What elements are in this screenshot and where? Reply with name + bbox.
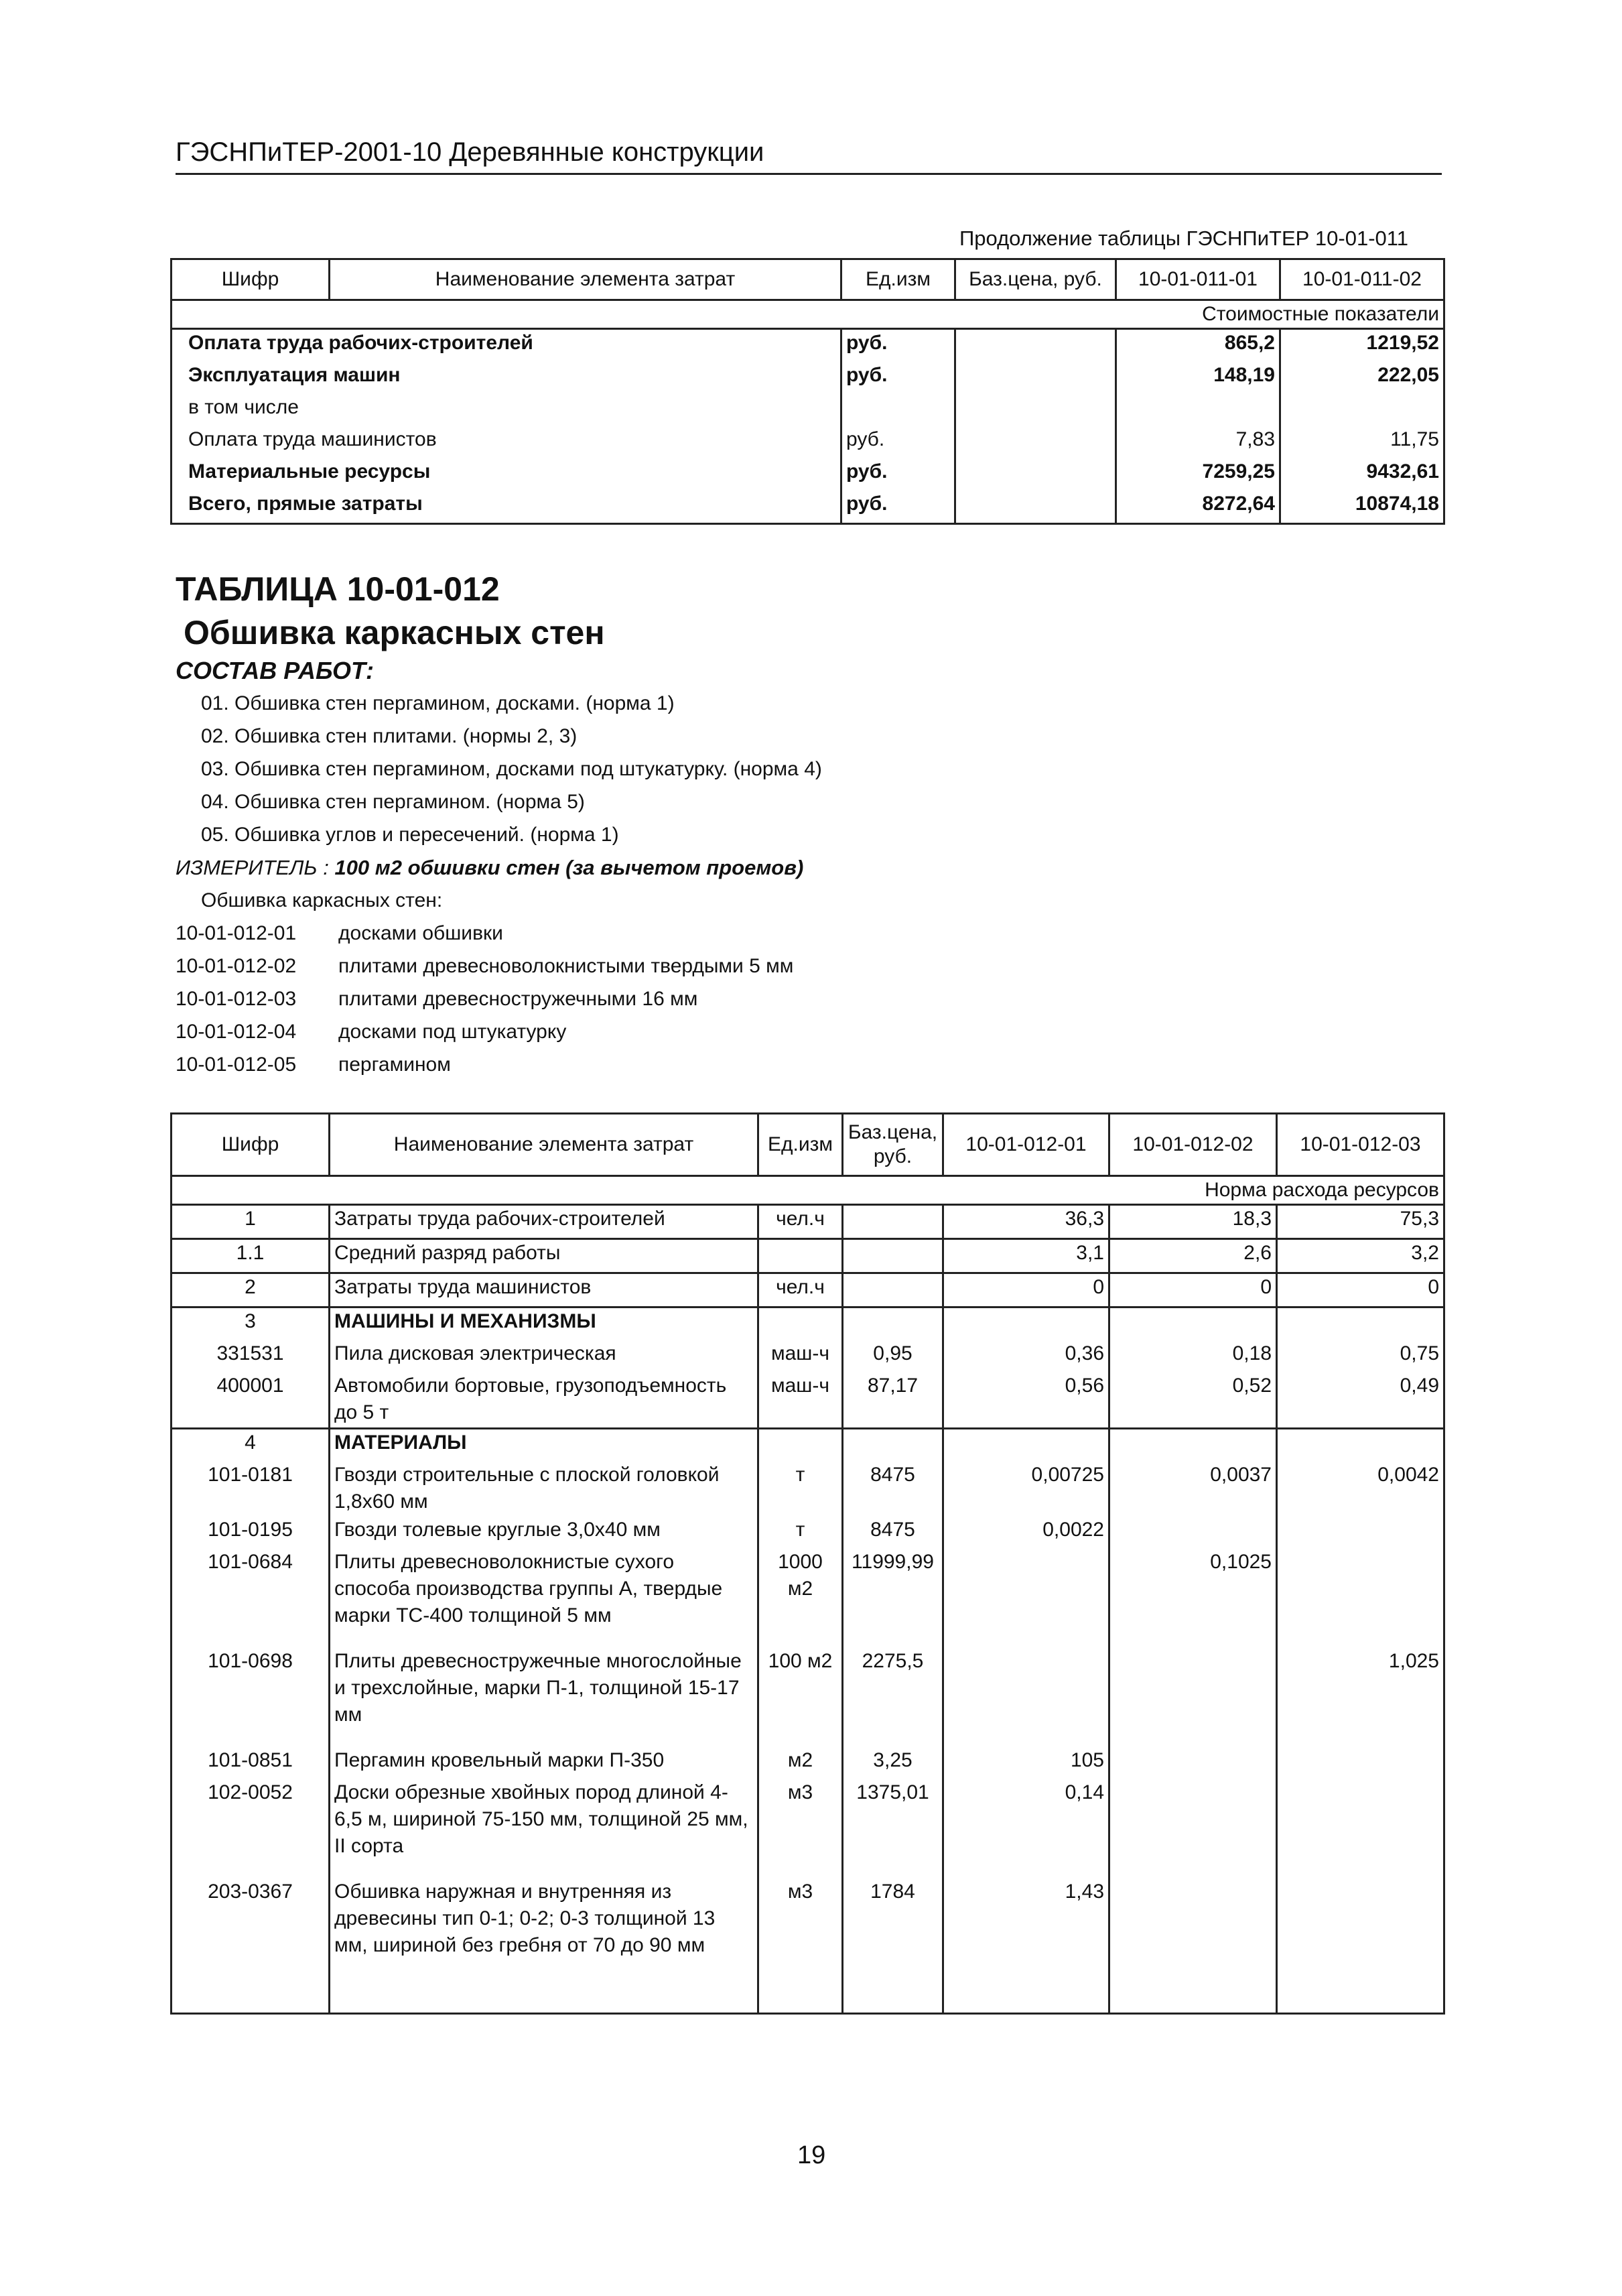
resource-name: МАТЕРИАЛЫ (330, 1429, 758, 1462)
unit-cell (841, 394, 955, 426)
table-row (172, 1462, 1444, 1517)
price-cell (955, 329, 1116, 363)
value-cell (943, 1549, 1109, 1648)
work-item: 05. Обшивка углов и пересечений. (норма 1) (201, 824, 619, 846)
table-header-row (172, 1114, 1444, 1176)
value-cell: 0,0037 (1109, 1462, 1277, 1517)
value-cell (1109, 1648, 1277, 1747)
unit-cell: чел.ч (758, 1273, 843, 1308)
price-cell: 8475 (843, 1462, 943, 1517)
work-item: 02. Обшивка стен плитами. (нормы 2, 3) (201, 725, 578, 747)
code-cell: 203-0367 (172, 1878, 330, 1979)
empty-cell (330, 1979, 758, 2014)
code-cell: 1.1 (172, 1239, 330, 1273)
value-cell (1277, 1549, 1444, 1648)
value-cell: 148,19 (1116, 362, 1280, 394)
work-item: 04. Обшивка стен пергамином. (норма 5) (201, 791, 585, 813)
value-cell: 1219,52 (1280, 329, 1444, 363)
table-row (172, 426, 1444, 458)
table-continuation-note: Продолжение таблицы ГЭСНПиТЕР 10-01-011 (959, 227, 1408, 250)
measure-value: 100 м2 обшивки стен (за вычетом проемов) (334, 856, 804, 879)
resource-name: Пергамин кровельный марки П-350 (330, 1747, 758, 1779)
value-cell: 18,3 (1109, 1205, 1277, 1239)
table-row (172, 1340, 1444, 1373)
unit-cell: маш-ч (758, 1373, 843, 1429)
column-header: 10-01-011-01 (1116, 259, 1280, 300)
norm-description: пергамином (338, 1054, 451, 1076)
column-header: 10-01-012-02 (1109, 1114, 1277, 1176)
norm-code: 10-01-012-04 (176, 1021, 297, 1043)
value-cell (1277, 1779, 1444, 1878)
code-cell: 331531 (172, 1340, 330, 1373)
norm-code: 10-01-012-03 (176, 988, 297, 1010)
table-row (172, 1239, 1444, 1273)
unit-cell: м2 (758, 1747, 843, 1779)
norm-description: плитами древесноволокнистыми твердыми 5 мм (338, 955, 794, 977)
cost-item-name: Материальные ресурсы (172, 458, 841, 491)
value-cell (1109, 1878, 1277, 1979)
unit-cell: маш-ч (758, 1340, 843, 1373)
value-cell (1277, 1517, 1444, 1549)
table-header-row (172, 259, 1444, 300)
empty-cell (1109, 1979, 1277, 2014)
value-cell: 7259,25 (1116, 458, 1280, 491)
code-cell: 102-0052 (172, 1779, 330, 1878)
column-header: Ед.изм (758, 1114, 843, 1176)
price-cell: 3,25 (843, 1747, 943, 1779)
norm-code: 10-01-012-02 (176, 955, 297, 977)
unit-cell: 1000 м2 (758, 1549, 843, 1648)
table-row (172, 1429, 1444, 1462)
price-cell (955, 426, 1116, 458)
value-cell: 0 (943, 1273, 1109, 1308)
value-cell (1116, 394, 1280, 426)
value-cell: 2,6 (1109, 1239, 1277, 1273)
value-cell: 3,1 (943, 1239, 1109, 1273)
column-header: Шифр (172, 259, 330, 300)
value-cell (1109, 1308, 1277, 1341)
column-header: 10-01-012-01 (943, 1114, 1109, 1176)
code-cell: 101-0698 (172, 1648, 330, 1747)
code-cell: 2 (172, 1273, 330, 1308)
resource-name: МАШИНЫ И МЕХАНИЗМЫ (330, 1308, 758, 1341)
table-row (172, 458, 1444, 491)
unit-cell: руб. (841, 362, 955, 394)
table-row (172, 362, 1444, 394)
value-cell (1109, 1779, 1277, 1878)
table-title: ТАБЛИЦА 10-01-012 (176, 570, 500, 608)
code-cell: 1 (172, 1205, 330, 1239)
price-cell (955, 491, 1116, 524)
norm-description: досками обшивки (338, 922, 503, 944)
column-header: Ед.изм (841, 259, 955, 300)
code-cell: 400001 (172, 1373, 330, 1429)
table-row (172, 1878, 1444, 1979)
table-row (172, 1205, 1444, 1239)
value-cell: 75,3 (1277, 1205, 1444, 1239)
value-cell: 0,0042 (1277, 1462, 1444, 1517)
price-cell: 1375,01 (843, 1779, 943, 1878)
value-cell (1277, 1429, 1444, 1462)
code-cell: 101-0195 (172, 1517, 330, 1549)
value-cell: 11,75 (1280, 426, 1444, 458)
cladding-label: Обшивка каркасных стен: (201, 889, 443, 911)
value-cell (943, 1308, 1109, 1341)
composition-label: СОСТАВ РАБОТ: (176, 657, 374, 684)
value-cell: 10874,18 (1280, 491, 1444, 524)
value-cell: 9432,61 (1280, 458, 1444, 491)
value-cell (943, 1648, 1109, 1747)
resource-name: Затраты труда машинистов (330, 1273, 758, 1308)
empty-cell (758, 1979, 843, 2014)
value-cell: 1,025 (1277, 1648, 1444, 1747)
code-cell: 3 (172, 1308, 330, 1341)
empty-cell (1277, 1979, 1444, 2014)
resource-name: Пила дисковая электрическая (330, 1340, 758, 1373)
column-header: Наименование элемента затрат (330, 259, 841, 300)
value-cell: 0 (1109, 1273, 1277, 1308)
resource-name: Обшивка наружная и внутренняя из древесины тип 0-1; 0-2; 0-3 толщиной 13 мм, шириной без гребня от 70 до 90 мм (330, 1878, 758, 1979)
filler-row (172, 1979, 1444, 2014)
header-rule (176, 173, 1442, 175)
code-cell: 101-0684 (172, 1549, 330, 1648)
price-cell (843, 1239, 943, 1273)
unit-cell: чел.ч (758, 1205, 843, 1239)
page-number: 19 (797, 2141, 826, 2169)
price-cell: 1784 (843, 1878, 943, 1979)
value-cell (1109, 1517, 1277, 1549)
unit-cell: м3 (758, 1878, 843, 1979)
value-cell: 0,52 (1109, 1373, 1277, 1429)
value-cell: 0,0022 (943, 1517, 1109, 1549)
value-cell: 8272,64 (1116, 491, 1280, 524)
value-cell: 865,2 (1116, 329, 1280, 363)
unit-cell: руб. (841, 458, 955, 491)
value-cell: 0,36 (943, 1340, 1109, 1373)
price-cell: 11999,99 (843, 1549, 943, 1648)
code-cell: 4 (172, 1429, 330, 1462)
value-cell (1109, 1747, 1277, 1779)
table-row (172, 1373, 1444, 1429)
price-cell: 8475 (843, 1517, 943, 1549)
price-cell (955, 362, 1116, 394)
price-cell: 87,17 (843, 1373, 943, 1429)
value-cell (1109, 1429, 1277, 1462)
cost-item-name: Эксплуатация машин (172, 362, 841, 394)
value-cell: 0,75 (1277, 1340, 1444, 1373)
value-cell (1277, 1878, 1444, 1979)
section-row (172, 1176, 1444, 1205)
column-header: Баз.цена, руб. (955, 259, 1116, 300)
unit-cell (758, 1308, 843, 1341)
cost-item-name: Оплата труда рабочих-строителей (172, 329, 841, 363)
document-header-title: ГЭСНПиТЕР-2001-10 Деревянные конструкции (176, 137, 764, 167)
work-item: 01. Обшивка стен пергамином, досками. (норма 1) (201, 692, 675, 714)
empty-cell (943, 1979, 1109, 2014)
value-cell: 222,05 (1280, 362, 1444, 394)
norm-description: плитами древесностружечными 16 мм (338, 988, 698, 1010)
unit-cell: т (758, 1462, 843, 1517)
resource-name: Плиты древесноволокнистые сухого способа производства группы А, твердые марки ТС-400 толщиной 5 мм (330, 1549, 758, 1648)
price-cell (843, 1429, 943, 1462)
table-row (172, 1517, 1444, 1549)
value-cell: 0,49 (1277, 1373, 1444, 1429)
unit-cell: т (758, 1517, 843, 1549)
resource-name: Доски обрезные хвойных пород длиной 4-6,5 м, шириной 75-150 мм, толщиной 25 мм, II сорта (330, 1779, 758, 1878)
price-cell (843, 1205, 943, 1239)
section-label: Стоимостные показатели (172, 300, 1444, 329)
measure-label: ИЗМЕРИТЕЛЬ : (176, 856, 329, 879)
value-cell: 0,56 (943, 1373, 1109, 1429)
price-cell (843, 1273, 943, 1308)
value-cell: 0,18 (1109, 1340, 1277, 1373)
code-cell: 101-0181 (172, 1462, 330, 1517)
norm-code: 10-01-012-05 (176, 1054, 297, 1076)
price-cell (843, 1308, 943, 1341)
work-item: 03. Обшивка стен пергамином, досками под штукатурку. (норма 4) (201, 758, 822, 780)
cost-item-name: в том числе (172, 394, 841, 426)
unit-cell: руб. (841, 426, 955, 458)
column-header: 10-01-011-02 (1280, 259, 1444, 300)
price-cell: 2275,5 (843, 1648, 943, 1747)
table-row (172, 1549, 1444, 1648)
norm-code: 10-01-012-01 (176, 922, 297, 944)
column-header: Наименование элемента затрат (330, 1114, 758, 1176)
table-subtitle: Обшивка каркасных стен (184, 614, 605, 651)
cost-item-name: Всего, прямые затраты (172, 491, 841, 524)
table-body (172, 1205, 1444, 2014)
measure-line (176, 856, 803, 880)
value-cell: 36,3 (943, 1205, 1109, 1239)
section-label: Норма расхода ресурсов (172, 1176, 1444, 1205)
code-cell: 101-0851 (172, 1747, 330, 1779)
resource-name: Затраты труда рабочих-строителей (330, 1205, 758, 1239)
value-cell: 0 (1277, 1273, 1444, 1308)
table-row (172, 394, 1444, 426)
table-row (172, 329, 1444, 363)
value-cell (1277, 1747, 1444, 1779)
resource-name: Средний разряд работы (330, 1239, 758, 1273)
price-cell (955, 394, 1116, 426)
norm-description: досками под штукатурку (338, 1021, 567, 1043)
price-cell: 0,95 (843, 1340, 943, 1373)
unit-cell: руб. (841, 491, 955, 524)
unit-cell: 100 м2 (758, 1648, 843, 1747)
column-header: Баз.цена, руб. (843, 1114, 943, 1176)
empty-cell (843, 1979, 943, 2014)
value-cell: 0,00725 (943, 1462, 1109, 1517)
value-cell: 105 (943, 1747, 1109, 1779)
section-row (172, 300, 1444, 329)
unit-cell: руб. (841, 329, 955, 363)
value-cell (943, 1429, 1109, 1462)
resource-norms-table (170, 1112, 1445, 2015)
value-cell: 3,2 (1277, 1239, 1444, 1273)
unit-cell (758, 1429, 843, 1462)
value-cell: 1,43 (943, 1878, 1109, 1979)
resource-name: Автомобили бортовые, грузоподъемность до 5 т (330, 1373, 758, 1429)
column-header: 10-01-012-03 (1277, 1114, 1444, 1176)
value-cell: 0,14 (943, 1779, 1109, 1878)
unit-cell (758, 1239, 843, 1273)
cost-indicators-table (170, 258, 1445, 525)
resource-name: Плиты древесностружечные многослойные и трехслойные, марки П-1, толщиной 15-17 мм (330, 1648, 758, 1747)
table-row (172, 1779, 1444, 1878)
table-row (172, 491, 1444, 524)
value-cell: 0,1025 (1109, 1549, 1277, 1648)
price-cell (955, 458, 1116, 491)
table-row (172, 1747, 1444, 1779)
value-cell: 7,83 (1116, 426, 1280, 458)
resource-name: Гвозди толевые круглые 3,0х40 мм (330, 1517, 758, 1549)
table-row (172, 1648, 1444, 1747)
column-header: Шифр (172, 1114, 330, 1176)
table-body (172, 329, 1444, 524)
unit-cell: м3 (758, 1779, 843, 1878)
table-row (172, 1273, 1444, 1308)
resource-name: Гвозди строительные с плоской головкой 1,8х60 мм (330, 1462, 758, 1517)
table-row (172, 1308, 1444, 1341)
value-cell (1277, 1308, 1444, 1341)
value-cell (1280, 394, 1444, 426)
empty-cell (172, 1979, 330, 2014)
cost-item-name: Оплата труда машинистов (172, 426, 841, 458)
